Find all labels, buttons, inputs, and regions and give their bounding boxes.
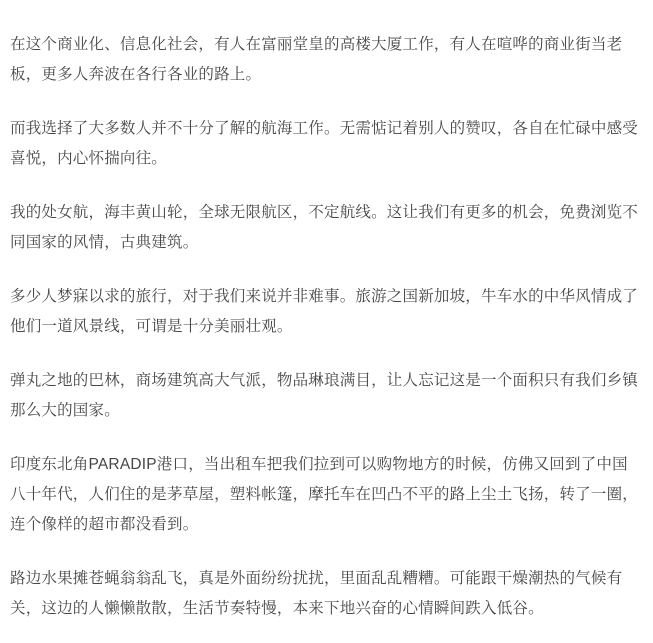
paragraph: 多少人梦寐以求的旅行，对于我们来说并非难事。旅游之国新加坡，牛车水的中华风情成了他们一道风景线，可谓是十分美丽壮观。: [10, 288, 639, 335]
paragraph: 弹丸之地的巴林，商场建筑高大气派，物品琳琅满目，让人忘记这是一个面积只有我们乡镇那么大的国家。: [10, 372, 639, 419]
paragraph: 路边水果摊苍蝇翁翁乱飞，真是外面纷纷扰扰，里面乱乱糟糟。可能跟干燥潮热的气候有关，这边的人懒懒散散，生活节奏特慢，本来下地兴奋的心情瞬间跌入低谷。: [10, 570, 623, 617]
paragraph: 在这个商业化、信息化社会，有人在富丽堂皇的高楼大厦工作，有人在喧哗的商业街当老板，更多人奔波在各行各业的路上。: [10, 36, 623, 83]
paragraph: 印度东北角PARADIP港口，当出租车把我们拉到可以购物地方的时候，仿佛又回到了中国八十年代，人们住的是茅草屋，塑料帐篷，摩托车在凹凸不平的路上尘土飞扬，转了一圈，连个像样的超市都没看到。: [10, 456, 639, 533]
paragraph: 而我选择了大多数人并不十分了解的航海工作。无需惦记着别人的赞叹，各自在忙碌中感受喜悦，内心怀揣向往。: [10, 120, 639, 167]
paragraph: 我的处女航，海丰黄山轮，全球无限航区，不定航线。这让我们有更多的机会，免费浏览不同国家的风情，古典建筑。: [10, 204, 639, 251]
